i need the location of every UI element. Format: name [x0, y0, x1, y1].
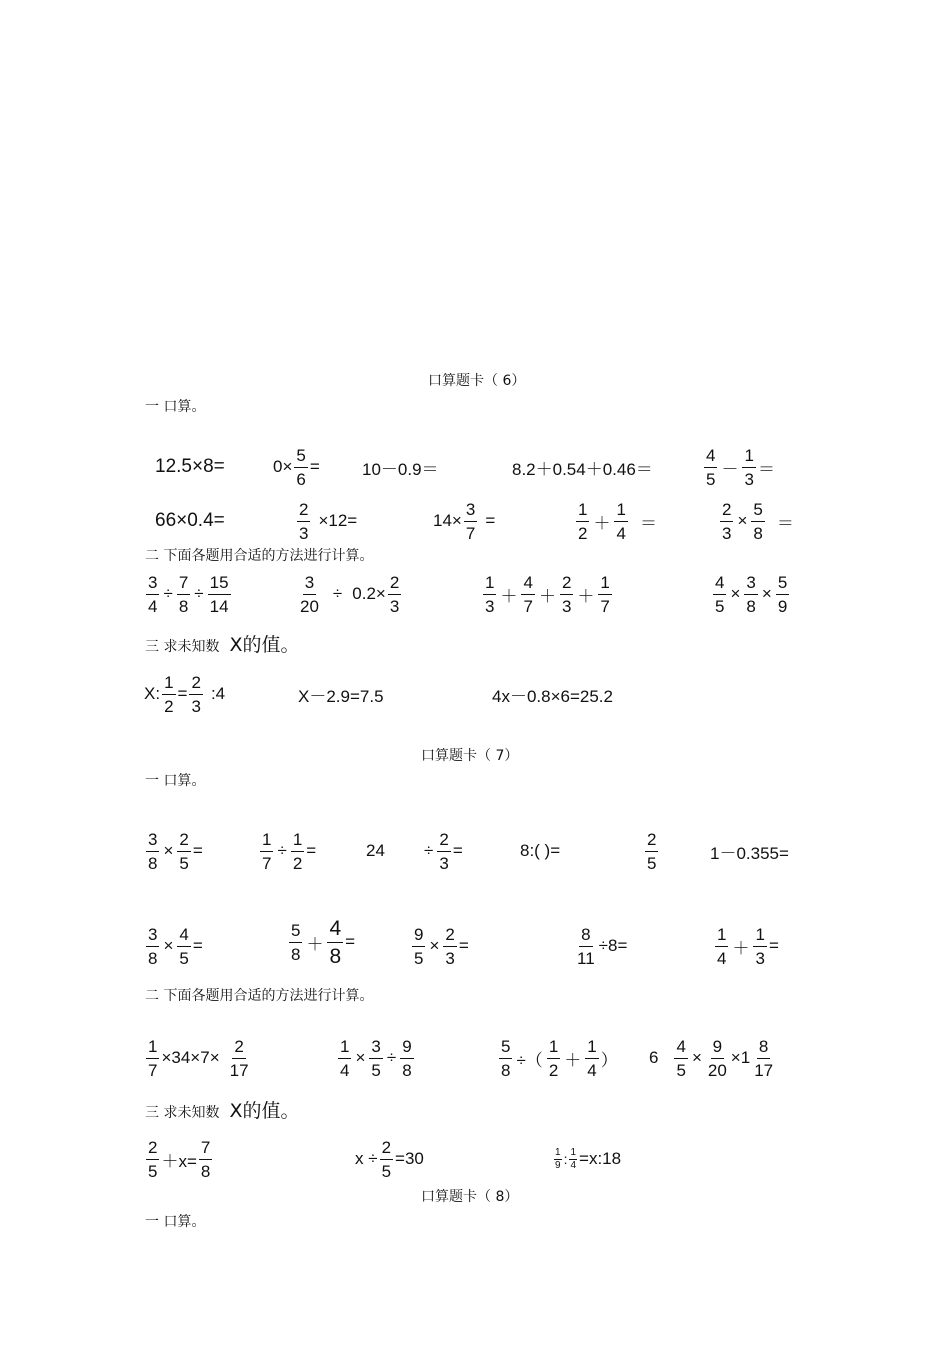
s7-r1-e — [520, 827, 560, 875]
fraction: $\frac{1}{9}$ — [555, 1146, 561, 1171]
operator: × — [163, 936, 174, 955]
section7-heading-2: 二 下面各题用合适的方法进行计算。 — [145, 988, 374, 1004]
fraction: $\frac{2}{3}$ — [722, 499, 732, 543]
s6-r2-d — [574, 497, 657, 545]
operator: × — [761, 584, 772, 603]
heading-text-x: X的值。 — [229, 1100, 300, 1122]
fraction: $\frac{1}{2}$ — [548, 1036, 559, 1080]
section6-title: 口算题卡（ 6） — [428, 373, 526, 389]
fraction: $\frac{1}{3}$ — [485, 572, 495, 616]
s7-r2-e — [713, 922, 779, 970]
expr-text: 10－0.9＝ — [362, 459, 439, 479]
operator: ÷ — [424, 841, 434, 860]
section7-title: 口算题卡（ 7） — [421, 748, 519, 764]
s6-r1-a — [155, 443, 225, 491]
fraction: $\frac{7}{8}$ — [200, 1137, 211, 1181]
s7-r1-b — [258, 827, 316, 875]
expr-text: = — [192, 936, 203, 955]
s6-r1-d — [512, 443, 653, 491]
fraction: $\frac{2}{5}$ — [148, 1137, 158, 1181]
fraction: $\frac{2}{17}$ — [229, 1036, 249, 1080]
s6-r2-b — [295, 497, 357, 545]
expr-text: = — [452, 841, 463, 860]
fraction: $\frac{3}{4}$ — [148, 572, 158, 616]
fraction: $\frac{2}{3}$ — [191, 672, 201, 716]
fraction: $\frac{1}{2}$ — [292, 829, 303, 873]
section6-heading-1: 一 口算。 — [145, 399, 206, 415]
expr-text: ÷8= — [598, 936, 628, 955]
fraction: $\frac{8}{17}$ — [754, 1036, 774, 1080]
fraction: $\frac{5}{9}$ — [777, 572, 788, 616]
fraction: $\frac{9}{5}$ — [414, 924, 424, 968]
s6-r2-e — [718, 497, 794, 545]
operator: ÷ — [163, 584, 173, 603]
fraction: $\frac{15}{14}$ — [209, 572, 229, 616]
fraction: $\frac{5}{8}$ — [501, 1036, 511, 1080]
s6-r3-b — [296, 570, 403, 618]
s7-r2-b — [287, 918, 355, 966]
s7-r1-d — [422, 827, 463, 875]
s7-r2-d — [573, 922, 627, 970]
fraction: $\frac{9}{8}$ — [402, 1036, 412, 1080]
operator: × — [429, 936, 440, 955]
s7-r3-d — [649, 1034, 777, 1082]
expr-text: = — [458, 936, 469, 955]
section8-heading-1: 一 口算。 — [145, 1214, 206, 1230]
fraction: $\frac{3}{8}$ — [148, 829, 158, 873]
expr-text: =30 — [395, 1149, 424, 1168]
fraction: $\frac{9}{20}$ — [707, 1036, 727, 1080]
operator: ＋ — [500, 586, 518, 606]
fraction: $\frac{4}{7}$ — [523, 572, 533, 616]
heading-text-x: X的值。 — [229, 634, 300, 656]
fraction: $\frac{3}{20}$ — [300, 572, 319, 616]
operator: ＋ — [306, 934, 324, 954]
expr-text: 1－0.355= — [710, 843, 789, 863]
fraction: $\frac{1}{3}$ — [755, 924, 765, 968]
operator: ＋ — [732, 938, 750, 958]
operator: ÷（ — [516, 1050, 543, 1070]
fraction: $\frac{4}{5}$ — [706, 445, 716, 489]
expr-text: ×12= — [318, 511, 358, 530]
operator: ÷ — [194, 584, 204, 603]
expr-text: 8:( )= — [520, 841, 561, 860]
fraction: $\frac{2}{3}$ — [439, 829, 449, 873]
s7-r4-a — [144, 1135, 214, 1183]
operator: ÷ — [386, 1048, 397, 1067]
operator: ＋ — [577, 586, 595, 606]
fraction: $\frac{2}{5}$ — [179, 829, 189, 873]
expr-text: X－2.9=7.5 — [298, 686, 384, 706]
expr-text: = — [768, 936, 779, 955]
fraction: $\frac{1}{4}$ — [587, 1036, 597, 1080]
fraction: $\frac{1}{4}$ — [616, 499, 626, 543]
expr-text: 6 — [649, 1048, 659, 1067]
s6-r1-c — [362, 443, 439, 491]
expr-text: :4 — [210, 684, 226, 703]
expr-text: 66×0.4= — [155, 510, 225, 531]
s7-r1-f — [643, 827, 660, 875]
expr-text: ×34×7× — [161, 1048, 220, 1067]
fraction: $\frac{1}{4}$ — [717, 924, 727, 968]
fraction: $\frac{5}{8}$ — [753, 499, 763, 543]
operator: ÷ — [332, 584, 343, 603]
expr-text: = — [309, 457, 320, 476]
operator: × — [730, 584, 741, 603]
expr-text: =x:18 — [579, 1149, 622, 1168]
fraction: $\frac{3}{7}$ — [465, 499, 476, 543]
fraction: $\frac{4}{5}$ — [676, 1036, 686, 1080]
s7-r3-a — [144, 1034, 253, 1082]
expr-text: X: — [144, 684, 161, 703]
operator: × — [163, 841, 174, 860]
s7-r2-c — [410, 922, 469, 970]
expr-text: ＋x= — [161, 1151, 197, 1171]
expr-text: ＝ — [776, 513, 794, 533]
s6-r3-a — [144, 570, 233, 618]
s6-r2-a — [155, 497, 225, 545]
fraction: $\frac{2}{3}$ — [299, 499, 309, 543]
fraction: $\frac{1}{7}$ — [148, 1036, 158, 1080]
operator: ＋ — [564, 1050, 582, 1070]
s6-r3-d — [711, 570, 791, 618]
s6-r3-c — [481, 570, 614, 618]
fraction: $\frac{2}{5}$ — [647, 829, 657, 873]
expr-text: = — [485, 511, 496, 530]
s6-r4-b — [298, 670, 384, 718]
s6-r2-c — [433, 497, 495, 545]
expr-text: 4x－0.8×6=25.2 — [492, 686, 613, 706]
section6-heading-3 — [145, 630, 299, 657]
fraction: $\frac{1}{7}$ — [262, 829, 272, 873]
operator: × — [737, 511, 748, 530]
fraction: $\frac{4}{5}$ — [179, 924, 189, 968]
expr-text: = — [345, 932, 356, 951]
s7-r4-c — [552, 1135, 621, 1183]
fraction: $\frac{2}{3}$ — [445, 924, 455, 968]
operator: － — [721, 459, 739, 479]
expr-text: ＝ — [757, 459, 775, 479]
s7-r3-b — [336, 1034, 416, 1082]
fraction: $\frac{8}{11}$ — [577, 924, 595, 968]
expr-text: 12.5×8= — [155, 456, 225, 477]
fraction: $\frac{3}{8}$ — [746, 572, 756, 616]
fraction: $\frac{3}{5}$ — [371, 1036, 381, 1080]
fraction: $\frac{2}{3}$ — [389, 572, 400, 616]
s7-r4-b — [355, 1135, 424, 1183]
section6-heading-2: 二 下面各题用合适的方法进行计算。 — [145, 548, 374, 564]
fraction: $\frac{1}{2}$ — [164, 672, 174, 716]
section8-title: 口算题卡（ 8） — [421, 1189, 519, 1205]
fraction: $\frac{4}{5}$ — [715, 572, 725, 616]
fraction: $\frac{2}{5}$ — [381, 1137, 392, 1181]
expr-text: ） — [600, 1050, 618, 1070]
fraction: $\frac{5}{6}$ — [296, 445, 306, 489]
heading-text: 三 求未知数 — [145, 1105, 220, 1121]
expr-text: : — [563, 1151, 568, 1167]
fraction: $\frac{1}{2}$ — [578, 499, 588, 543]
fraction: $\frac{4}{8}$ — [329, 916, 342, 968]
s6-r4-c — [492, 670, 613, 718]
section7-heading-3 — [145, 1096, 299, 1123]
fraction: $\frac{1}{7}$ — [600, 572, 610, 616]
expr-text: ×1 — [730, 1048, 751, 1067]
expr-text: 8.2＋0.54＋0.46＝ — [512, 459, 653, 479]
fraction: $\frac{3}{8}$ — [148, 924, 158, 968]
fraction: $\frac{7}{8}$ — [178, 572, 189, 616]
expr-text: = — [306, 841, 317, 860]
expr-text: 0× — [273, 457, 293, 476]
fraction: $\frac{1}{3}$ — [744, 445, 754, 489]
expr-text: ＝ — [639, 513, 657, 533]
operator: ＋ — [538, 586, 556, 606]
heading-text: 三 求未知数 — [145, 639, 220, 655]
s6-r1-b — [273, 443, 320, 491]
s6-r1-e — [702, 443, 775, 491]
expr-text: = — [177, 684, 188, 703]
operator: ＋ — [593, 513, 611, 533]
expr-text: x ÷ — [355, 1149, 378, 1168]
expr-text: 0.2× — [352, 584, 386, 603]
s7-r3-c — [497, 1034, 618, 1082]
s7-r1-a — [144, 827, 203, 875]
fraction: $\frac{2}{3}$ — [561, 572, 572, 616]
operator: × — [355, 1048, 366, 1067]
fraction: $\frac{1}{4}$ — [340, 1036, 350, 1080]
fraction: $\frac{1}{4}$ — [570, 1146, 577, 1171]
s7-r2-a — [144, 922, 203, 970]
expr-text: = — [192, 841, 203, 860]
s7-r1-c — [366, 827, 385, 875]
section7-heading-1: 一 口算。 — [145, 773, 206, 789]
s6-r4-a — [144, 670, 225, 718]
operator: ÷ — [277, 841, 287, 860]
fraction: $\frac{5}{8}$ — [291, 920, 301, 964]
expr-text: 14× — [433, 511, 462, 530]
s7-r1-g — [710, 827, 789, 875]
expr-text: 24 — [366, 841, 385, 860]
operator: × — [691, 1048, 702, 1067]
